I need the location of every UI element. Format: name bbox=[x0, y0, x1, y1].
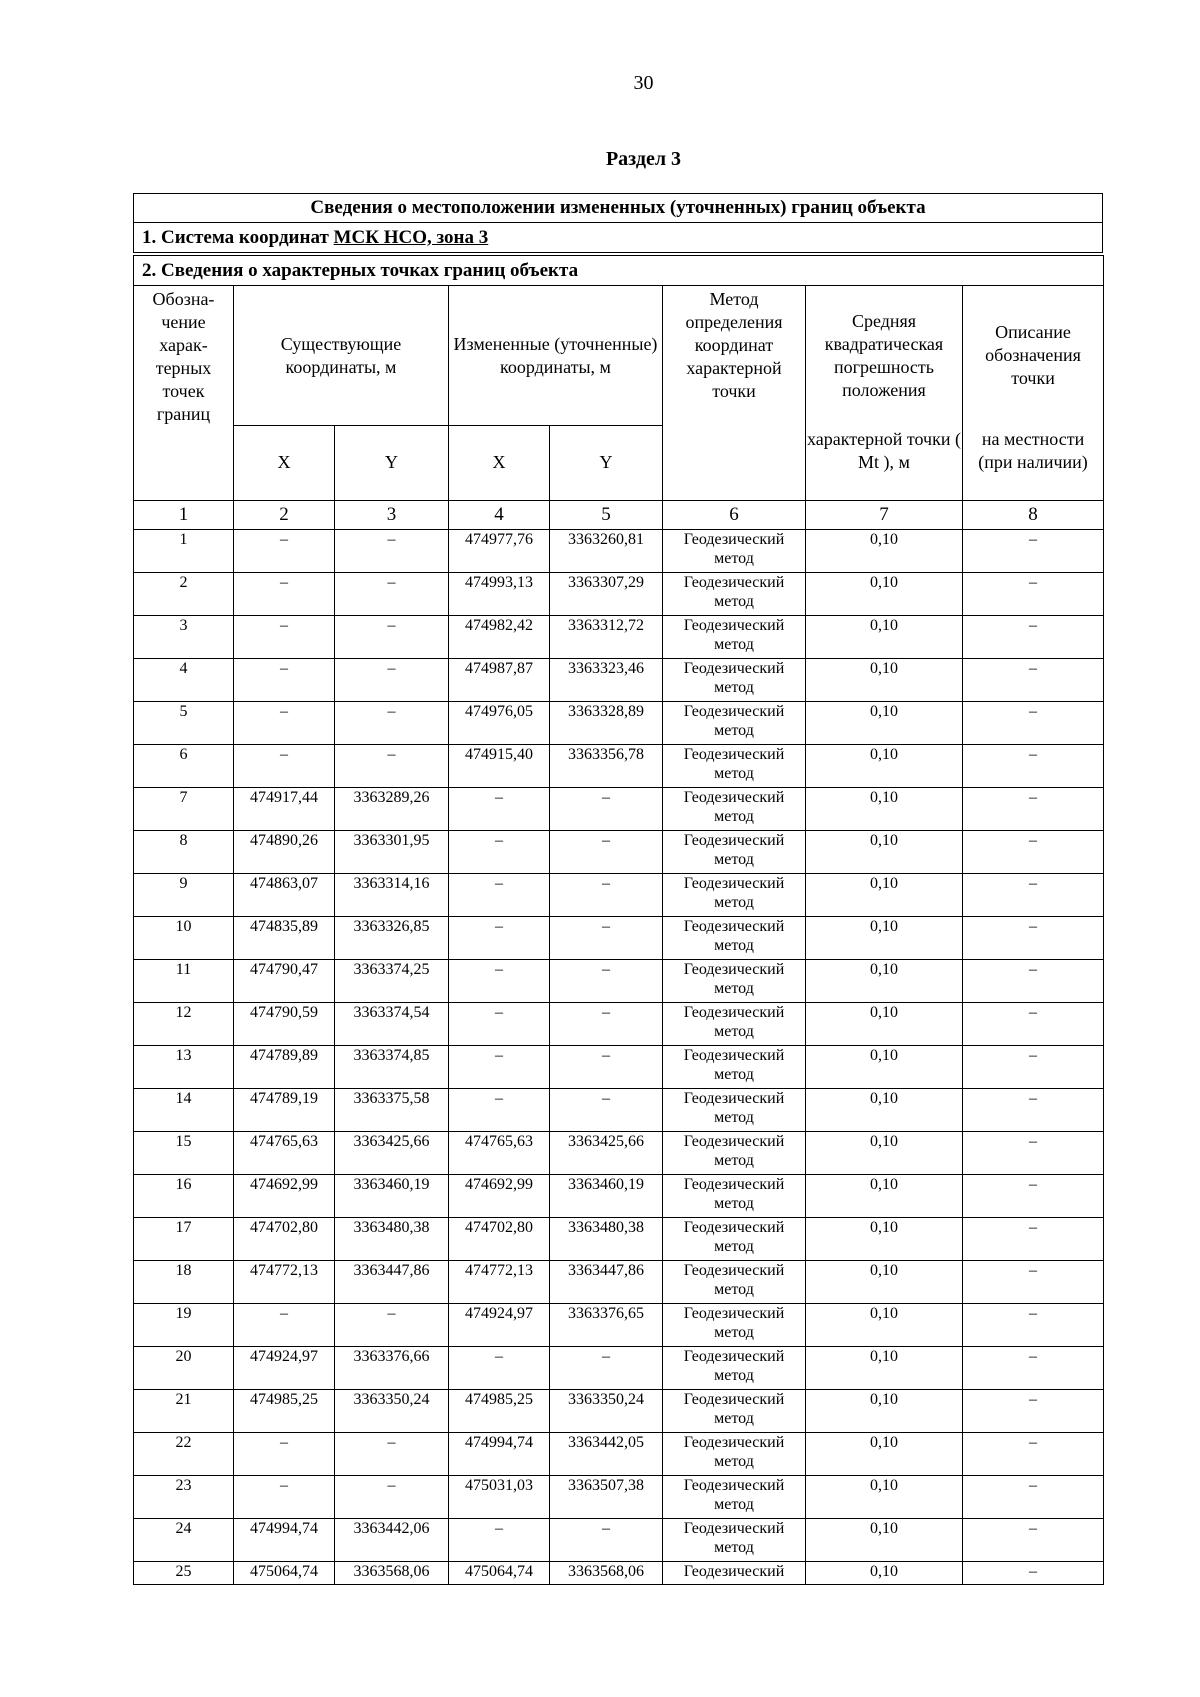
cell-existing-y: 3363374,54 bbox=[335, 1002, 449, 1045]
cell-mt-error: 0,10 bbox=[806, 744, 963, 787]
column-number: 4 bbox=[449, 500, 550, 529]
cell-point-description: – bbox=[963, 658, 1104, 701]
section-title: Раздел 3 bbox=[605, 148, 682, 170]
cell-changed-x: – bbox=[449, 1002, 550, 1045]
cell-existing-x: – bbox=[234, 529, 335, 572]
cell-method: Геодезический метод bbox=[663, 1174, 806, 1217]
cell-point-description: – bbox=[963, 572, 1104, 615]
header-changed-y: Y bbox=[550, 426, 663, 501]
cell-existing-y: 3363442,06 bbox=[335, 1518, 449, 1561]
cell-changed-x: 474985,25 bbox=[449, 1389, 550, 1432]
cell-method: Геодезический метод bbox=[663, 744, 806, 787]
cell-existing-x: 474917,44 bbox=[234, 787, 335, 830]
coordinate-system-label: 1. Система координат bbox=[142, 227, 329, 248]
cell-point-number: 5 bbox=[134, 701, 234, 744]
cell-mt-error: 0,10 bbox=[806, 1045, 963, 1088]
cell-method: Геодезический метод bbox=[663, 787, 806, 830]
cell-point-number: 23 bbox=[134, 1475, 234, 1518]
cell-existing-y: 3363447,86 bbox=[335, 1260, 449, 1303]
cell-point-number: 9 bbox=[134, 873, 234, 916]
cell-changed-x: 474692,99 bbox=[449, 1174, 550, 1217]
cell-changed-x: 474772,13 bbox=[449, 1260, 550, 1303]
column-number: 6 bbox=[663, 500, 806, 529]
cell-existing-y: – bbox=[335, 744, 449, 787]
table-row bbox=[134, 959, 1104, 1002]
cell-method: Геодезический метод bbox=[663, 916, 806, 959]
cell-changed-x: 474987,87 bbox=[449, 658, 550, 701]
cell-existing-y: 3363326,85 bbox=[335, 916, 449, 959]
cell-existing-x: 474890,26 bbox=[234, 830, 335, 873]
cell-mt-error: 0,10 bbox=[806, 1518, 963, 1561]
column-numbers-row bbox=[134, 500, 1104, 529]
header-method: Метод определения координат характерной точки bbox=[663, 286, 806, 501]
cell-changed-y: – bbox=[550, 1518, 663, 1561]
cell-changed-y: 3363442,05 bbox=[550, 1432, 663, 1475]
cell-changed-x: 475031,03 bbox=[449, 1475, 550, 1518]
cell-point-description: – bbox=[963, 1518, 1104, 1561]
table-row bbox=[134, 1088, 1104, 1131]
cell-existing-x: – bbox=[234, 1432, 335, 1475]
cell-existing-x: 474765,63 bbox=[234, 1131, 335, 1174]
cell-method: Геодезический метод bbox=[663, 1346, 806, 1389]
cell-changed-x: 474994,74 bbox=[449, 1432, 550, 1475]
cell-existing-x: – bbox=[234, 1303, 335, 1346]
cell-existing-y: 3363376,66 bbox=[335, 1346, 449, 1389]
cell-changed-y: 3363323,46 bbox=[550, 658, 663, 701]
cell-existing-x: – bbox=[234, 615, 335, 658]
cell-point-description: – bbox=[963, 1432, 1104, 1475]
cell-point-description: – bbox=[963, 529, 1104, 572]
cell-point-description: – bbox=[963, 1475, 1104, 1518]
cell-changed-x: – bbox=[449, 873, 550, 916]
table-row bbox=[134, 572, 1104, 615]
cell-existing-y: 3363301,95 bbox=[335, 830, 449, 873]
table-row bbox=[134, 830, 1104, 873]
cell-changed-y: 3363376,65 bbox=[550, 1303, 663, 1346]
cell-method: Геодезический метод bbox=[663, 1002, 806, 1045]
cell-point-description: – bbox=[963, 959, 1104, 1002]
cell-mt-error: 0,10 bbox=[806, 1002, 963, 1045]
cell-changed-x: – bbox=[449, 830, 550, 873]
cell-point-description: – bbox=[963, 1002, 1104, 1045]
cell-point-description: – bbox=[963, 1561, 1104, 1584]
cell-existing-x: 474789,89 bbox=[234, 1045, 335, 1088]
cell-mt-error: 0,10 bbox=[806, 1475, 963, 1518]
cell-changed-x: 474993,13 bbox=[449, 572, 550, 615]
table-row bbox=[134, 1518, 1104, 1561]
cell-changed-y: – bbox=[550, 873, 663, 916]
table-row bbox=[134, 1131, 1104, 1174]
cell-mt-error: 0,10 bbox=[806, 916, 963, 959]
cell-point-description: – bbox=[963, 701, 1104, 744]
cell-changed-y: 3363480,38 bbox=[550, 1217, 663, 1260]
cell-existing-x: – bbox=[234, 572, 335, 615]
cell-mt-error: 0,10 bbox=[806, 1217, 963, 1260]
column-number: 3 bbox=[335, 500, 449, 529]
cell-point-number: 1 bbox=[134, 529, 234, 572]
cell-method: Геодезический метод bbox=[663, 572, 806, 615]
cell-changed-y: 3363460,19 bbox=[550, 1174, 663, 1217]
cell-existing-y: – bbox=[335, 572, 449, 615]
cell-point-number: 7 bbox=[134, 787, 234, 830]
header-error-bottom: характерной точки ( Mt ), м bbox=[806, 426, 963, 501]
column-number: 7 bbox=[806, 500, 963, 529]
cell-changed-y: – bbox=[550, 1346, 663, 1389]
cell-mt-error: 0,10 bbox=[806, 701, 963, 744]
cell-point-number: 17 bbox=[134, 1217, 234, 1260]
cell-changed-y: 3363447,86 bbox=[550, 1260, 663, 1303]
cell-changed-y: 3363568,06 bbox=[550, 1561, 663, 1584]
cell-existing-y: 3363374,25 bbox=[335, 959, 449, 1002]
cell-changed-x: 474924,97 bbox=[449, 1303, 550, 1346]
cell-changed-x: – bbox=[449, 959, 550, 1002]
cell-changed-y: – bbox=[550, 1045, 663, 1088]
table-row bbox=[134, 1002, 1104, 1045]
cell-point-number: 4 bbox=[134, 658, 234, 701]
cell-existing-x: 474702,80 bbox=[234, 1217, 335, 1260]
header-description-bottom: на местности (при наличии) bbox=[963, 426, 1104, 501]
cell-point-description: – bbox=[963, 1303, 1104, 1346]
table-row bbox=[134, 658, 1104, 701]
cell-changed-y: – bbox=[550, 959, 663, 1002]
cell-point-description: – bbox=[963, 1045, 1104, 1088]
cell-mt-error: 0,10 bbox=[806, 959, 963, 1002]
cell-existing-x: – bbox=[234, 1475, 335, 1518]
table-row bbox=[134, 701, 1104, 744]
cell-changed-y: 3363507,38 bbox=[550, 1475, 663, 1518]
cell-existing-x: 475064,74 bbox=[234, 1561, 335, 1584]
table-row bbox=[134, 1475, 1104, 1518]
table-row bbox=[134, 615, 1104, 658]
cell-existing-x: – bbox=[234, 701, 335, 744]
cell-existing-x: 474994,74 bbox=[234, 1518, 335, 1561]
cell-point-description: – bbox=[963, 744, 1104, 787]
cell-point-description: – bbox=[963, 787, 1104, 830]
header-existing-coords: Существующие координаты, м bbox=[234, 286, 449, 426]
cell-mt-error: 0,10 bbox=[806, 1432, 963, 1475]
cell-mt-error: 0,10 bbox=[806, 1260, 963, 1303]
cell-existing-y: – bbox=[335, 658, 449, 701]
cell-existing-x: 474790,59 bbox=[234, 1002, 335, 1045]
cell-mt-error: 0,10 bbox=[806, 1088, 963, 1131]
cell-point-description: – bbox=[963, 1088, 1104, 1131]
table-row bbox=[134, 873, 1104, 916]
cell-changed-x: – bbox=[449, 916, 550, 959]
cell-mt-error: 0,10 bbox=[806, 658, 963, 701]
cell-method: Геодезический bbox=[663, 1561, 806, 1584]
table-row bbox=[134, 1217, 1104, 1260]
header-existing-y: Y bbox=[335, 426, 449, 501]
cell-existing-y: 3363480,38 bbox=[335, 1217, 449, 1260]
cell-changed-y: 3363307,29 bbox=[550, 572, 663, 615]
page-number: 30 bbox=[633, 72, 654, 94]
cell-changed-y: 3363312,72 bbox=[550, 615, 663, 658]
cell-point-number: 14 bbox=[134, 1088, 234, 1131]
cell-point-number: 11 bbox=[134, 959, 234, 1002]
cell-point-number: 6 bbox=[134, 744, 234, 787]
cell-existing-y: – bbox=[335, 701, 449, 744]
cell-changed-y: 3363356,78 bbox=[550, 744, 663, 787]
column-number: 1 bbox=[134, 500, 234, 529]
table-row bbox=[134, 1561, 1104, 1584]
cell-existing-x: 474924,97 bbox=[234, 1346, 335, 1389]
cell-existing-y: – bbox=[335, 529, 449, 572]
cell-changed-x: – bbox=[449, 1088, 550, 1131]
cell-point-number: 25 bbox=[134, 1561, 234, 1584]
cell-method: Геодезический метод bbox=[663, 1432, 806, 1475]
cell-changed-y: – bbox=[550, 1088, 663, 1131]
cell-point-number: 19 bbox=[134, 1303, 234, 1346]
cell-changed-x: 474765,63 bbox=[449, 1131, 550, 1174]
cell-changed-y: 3363350,24 bbox=[550, 1389, 663, 1432]
cell-method: Геодезический метод bbox=[663, 529, 806, 572]
cell-point-number: 22 bbox=[134, 1432, 234, 1475]
table-row bbox=[134, 1303, 1104, 1346]
cell-point-description: – bbox=[963, 1260, 1104, 1303]
cell-method: Геодезический метод bbox=[663, 1260, 806, 1303]
cell-existing-x: 474772,13 bbox=[234, 1260, 335, 1303]
table-row bbox=[134, 916, 1104, 959]
cell-existing-x: 474985,25 bbox=[234, 1389, 335, 1432]
cell-changed-x: – bbox=[449, 787, 550, 830]
cell-method: Геодезический метод bbox=[663, 1389, 806, 1432]
points-table bbox=[133, 255, 1104, 1585]
cell-changed-x: 474982,42 bbox=[449, 615, 550, 658]
table-row bbox=[134, 1045, 1104, 1088]
cell-point-number: 3 bbox=[134, 615, 234, 658]
cell-mt-error: 0,10 bbox=[806, 787, 963, 830]
cell-method: Геодезический метод bbox=[663, 873, 806, 916]
cell-mt-error: 0,10 bbox=[806, 873, 963, 916]
cell-changed-y: – bbox=[550, 916, 663, 959]
cell-changed-y: 3363260,81 bbox=[550, 529, 663, 572]
cell-changed-x: – bbox=[449, 1518, 550, 1561]
header-changed-coords: Измененные (уточненные) координаты, м bbox=[449, 286, 663, 426]
cell-changed-x: 474976,05 bbox=[449, 701, 550, 744]
cell-method: Геодезический метод bbox=[663, 1475, 806, 1518]
cell-changed-y: – bbox=[550, 830, 663, 873]
cell-existing-y: 3363375,58 bbox=[335, 1088, 449, 1131]
cell-existing-y: 3363314,16 bbox=[335, 873, 449, 916]
cell-point-description: – bbox=[963, 916, 1104, 959]
cell-changed-y: 3363328,89 bbox=[550, 701, 663, 744]
cell-point-description: – bbox=[963, 873, 1104, 916]
cell-point-number: 2 bbox=[134, 572, 234, 615]
cell-changed-x: 474702,80 bbox=[449, 1217, 550, 1260]
cell-point-description: – bbox=[963, 830, 1104, 873]
cell-point-description: – bbox=[963, 1389, 1104, 1432]
cell-point-description: – bbox=[963, 1131, 1104, 1174]
cell-method: Геодезический метод bbox=[663, 1217, 806, 1260]
cell-changed-x: – bbox=[449, 1045, 550, 1088]
coordinate-system bbox=[133, 222, 1103, 253]
cell-mt-error: 0,10 bbox=[806, 1346, 963, 1389]
cell-method: Геодезический метод bbox=[663, 1131, 806, 1174]
cell-mt-error: 0,10 bbox=[806, 830, 963, 873]
table-row bbox=[134, 1260, 1104, 1303]
cell-point-number: 24 bbox=[134, 1518, 234, 1561]
cell-mt-error: 0,10 bbox=[806, 1561, 963, 1584]
cell-existing-x: – bbox=[234, 658, 335, 701]
cell-method: Геодезический метод bbox=[663, 701, 806, 744]
cell-existing-y: – bbox=[335, 1432, 449, 1475]
cell-existing-y: 3363374,85 bbox=[335, 1045, 449, 1088]
cell-changed-y: 3363425,66 bbox=[550, 1131, 663, 1174]
cell-point-description: – bbox=[963, 1174, 1104, 1217]
cell-changed-x: 474977,76 bbox=[449, 529, 550, 572]
header-existing-x: X bbox=[234, 426, 335, 501]
cell-existing-y: 3363568,06 bbox=[335, 1561, 449, 1584]
column-number: 5 bbox=[550, 500, 663, 529]
cell-point-number: 8 bbox=[134, 830, 234, 873]
coordinate-system-value: МСК НСО, зона 3 bbox=[333, 227, 489, 248]
header-changed-x: X bbox=[449, 426, 550, 501]
cell-existing-y: 3363350,24 bbox=[335, 1389, 449, 1432]
cell-point-description: – bbox=[963, 615, 1104, 658]
cell-existing-x: 474692,99 bbox=[234, 1174, 335, 1217]
table-row bbox=[134, 1389, 1104, 1432]
box-title: Сведения о местоположении измененных (уточненных) границ объекта bbox=[133, 193, 1103, 223]
cell-method: Геодезический метод bbox=[663, 1303, 806, 1346]
cell-existing-y: – bbox=[335, 1303, 449, 1346]
cell-mt-error: 0,10 bbox=[806, 1389, 963, 1432]
cell-changed-x: 475064,74 bbox=[449, 1561, 550, 1584]
cell-existing-x: 474835,89 bbox=[234, 916, 335, 959]
cell-point-description: – bbox=[963, 1217, 1104, 1260]
cell-point-number: 12 bbox=[134, 1002, 234, 1045]
header-designation: Обозна- чение харак- терных точек границ bbox=[134, 286, 234, 501]
cell-existing-x: 474789,19 bbox=[234, 1088, 335, 1131]
table-row bbox=[134, 1432, 1104, 1475]
table-row bbox=[134, 744, 1104, 787]
cell-changed-x: 474915,40 bbox=[449, 744, 550, 787]
cell-existing-y: – bbox=[335, 615, 449, 658]
cell-existing-y: 3363425,66 bbox=[335, 1131, 449, 1174]
cell-mt-error: 0,10 bbox=[806, 572, 963, 615]
table-row bbox=[134, 529, 1104, 572]
cell-mt-error: 0,10 bbox=[806, 1303, 963, 1346]
cell-point-number: 16 bbox=[134, 1174, 234, 1217]
cell-method: Геодезический метод bbox=[663, 1518, 806, 1561]
cell-point-number: 18 bbox=[134, 1260, 234, 1303]
cell-changed-y: – bbox=[550, 787, 663, 830]
cell-existing-y: 3363460,19 bbox=[335, 1174, 449, 1217]
cell-method: Геодезический метод bbox=[663, 1045, 806, 1088]
table-row bbox=[134, 1174, 1104, 1217]
cell-changed-y: – bbox=[550, 1002, 663, 1045]
column-number: 8 bbox=[963, 500, 1104, 529]
header-error-top: Средняя квадратическая погрешность положения bbox=[806, 286, 963, 426]
cell-method: Геодезический метод bbox=[663, 959, 806, 1002]
cell-point-number: 10 bbox=[134, 916, 234, 959]
cell-point-number: 21 bbox=[134, 1389, 234, 1432]
cell-mt-error: 0,10 bbox=[806, 529, 963, 572]
cell-existing-x: – bbox=[234, 744, 335, 787]
cell-mt-error: 0,10 bbox=[806, 1174, 963, 1217]
cell-existing-x: 474790,47 bbox=[234, 959, 335, 1002]
cell-method: Геодезический метод bbox=[663, 830, 806, 873]
cell-method: Геодезический метод bbox=[663, 658, 806, 701]
column-number: 2 bbox=[234, 500, 335, 529]
table-row bbox=[134, 1346, 1104, 1389]
cell-mt-error: 0,10 bbox=[806, 1131, 963, 1174]
cell-point-description: – bbox=[963, 1346, 1104, 1389]
cell-changed-x: – bbox=[449, 1346, 550, 1389]
cell-point-number: 13 bbox=[134, 1045, 234, 1088]
table-row bbox=[134, 787, 1104, 830]
cell-existing-y: – bbox=[335, 1475, 449, 1518]
cell-method: Геодезический метод bbox=[663, 615, 806, 658]
points-title: 2. Сведения о характерных точках границ объекта bbox=[134, 256, 1104, 286]
header-description-top: Описание обозначения точки bbox=[963, 286, 1104, 426]
cell-point-number: 15 bbox=[134, 1131, 234, 1174]
cell-point-number: 20 bbox=[134, 1346, 234, 1389]
cell-method: Геодезический метод bbox=[663, 1088, 806, 1131]
cell-existing-x: 474863,07 bbox=[234, 873, 335, 916]
cell-existing-y: 3363289,26 bbox=[335, 787, 449, 830]
cell-mt-error: 0,10 bbox=[806, 615, 963, 658]
